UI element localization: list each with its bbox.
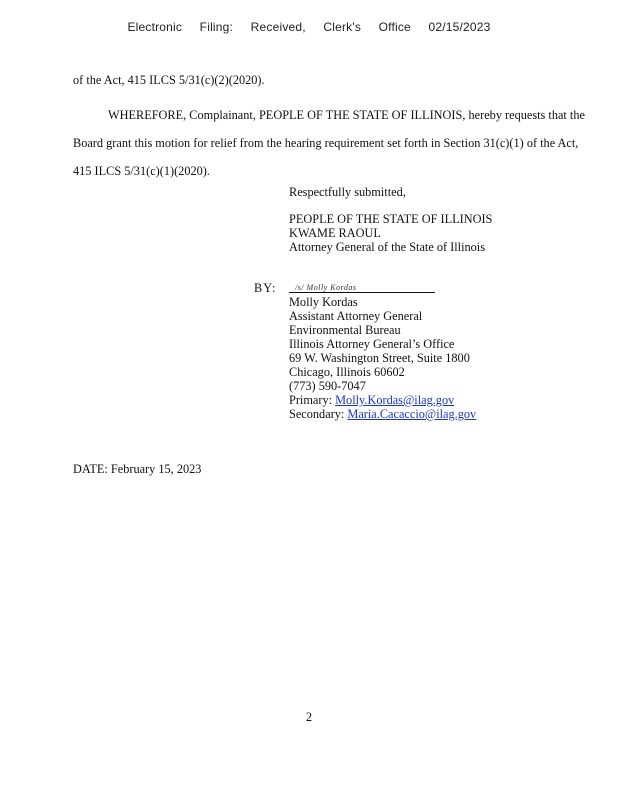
signer-phone: (773) 590-7047: [289, 379, 366, 393]
party-line-1: PEOPLE OF THE STATE OF ILLINOIS: [289, 212, 493, 226]
header-filing: Filing:: [199, 20, 234, 34]
primary-email-link[interactable]: Molly.Kordas@ilag.gov: [335, 393, 455, 407]
closing-text: Respectfully submitted,: [289, 185, 406, 199]
signer-bureau: Environmental Bureau: [289, 323, 401, 337]
by-label: BY:: [254, 281, 277, 295]
signer-title: Assistant Attorney General: [289, 309, 423, 323]
header-office: Office: [378, 20, 411, 34]
primary-label: Primary:: [289, 393, 336, 407]
party-block: [289, 212, 492, 254]
signer-block: [289, 295, 476, 421]
party-line-3: Attorney General of the State of Illinois: [289, 240, 486, 254]
body-line-1: of the Act, 415 ILCS 5/31(c)(2)(2020).: [73, 73, 265, 87]
signature-line: /s/ Molly Kordas: [289, 280, 435, 293]
secondary-email-row: [289, 407, 476, 421]
header-electronic: Electronic: [127, 20, 183, 34]
signer-name: Molly Kordas: [289, 295, 358, 309]
primary-email-row: [289, 393, 476, 407]
party-line-2: KWAME RAOUL: [289, 226, 381, 240]
secondary-label: Secondary:: [289, 407, 348, 421]
wherefore-paragraph: WHEREFORE, Complainant, PEOPLE OF THE STATE OF ILLINOIS, hereby requests that the Board grant this motion for relief from the hearing requirement set forth in Section 31(c)(1) of the Act, 415 ILCS 5/31(c)(1)(2020).: [73, 108, 585, 178]
signer-address-1: 69 W. Washington Street, Suite 1800: [289, 351, 470, 365]
header-date: 02/15/2023: [428, 20, 491, 34]
date-line: DATE: February 15, 2023: [73, 462, 202, 476]
header-clerks: Clerk's: [323, 20, 362, 34]
signer-address-2: Chicago, Illinois 60602: [289, 365, 405, 379]
closing-phrase: [289, 185, 406, 199]
signer-office: Illinois Attorney General’s Office: [289, 337, 455, 351]
filing-header: [0, 20, 618, 34]
page-number: 2: [305, 710, 313, 724]
secondary-email-link[interactable]: Maria.Cacaccio@ilag.gov: [347, 407, 477, 421]
header-received: Received,: [250, 20, 306, 34]
